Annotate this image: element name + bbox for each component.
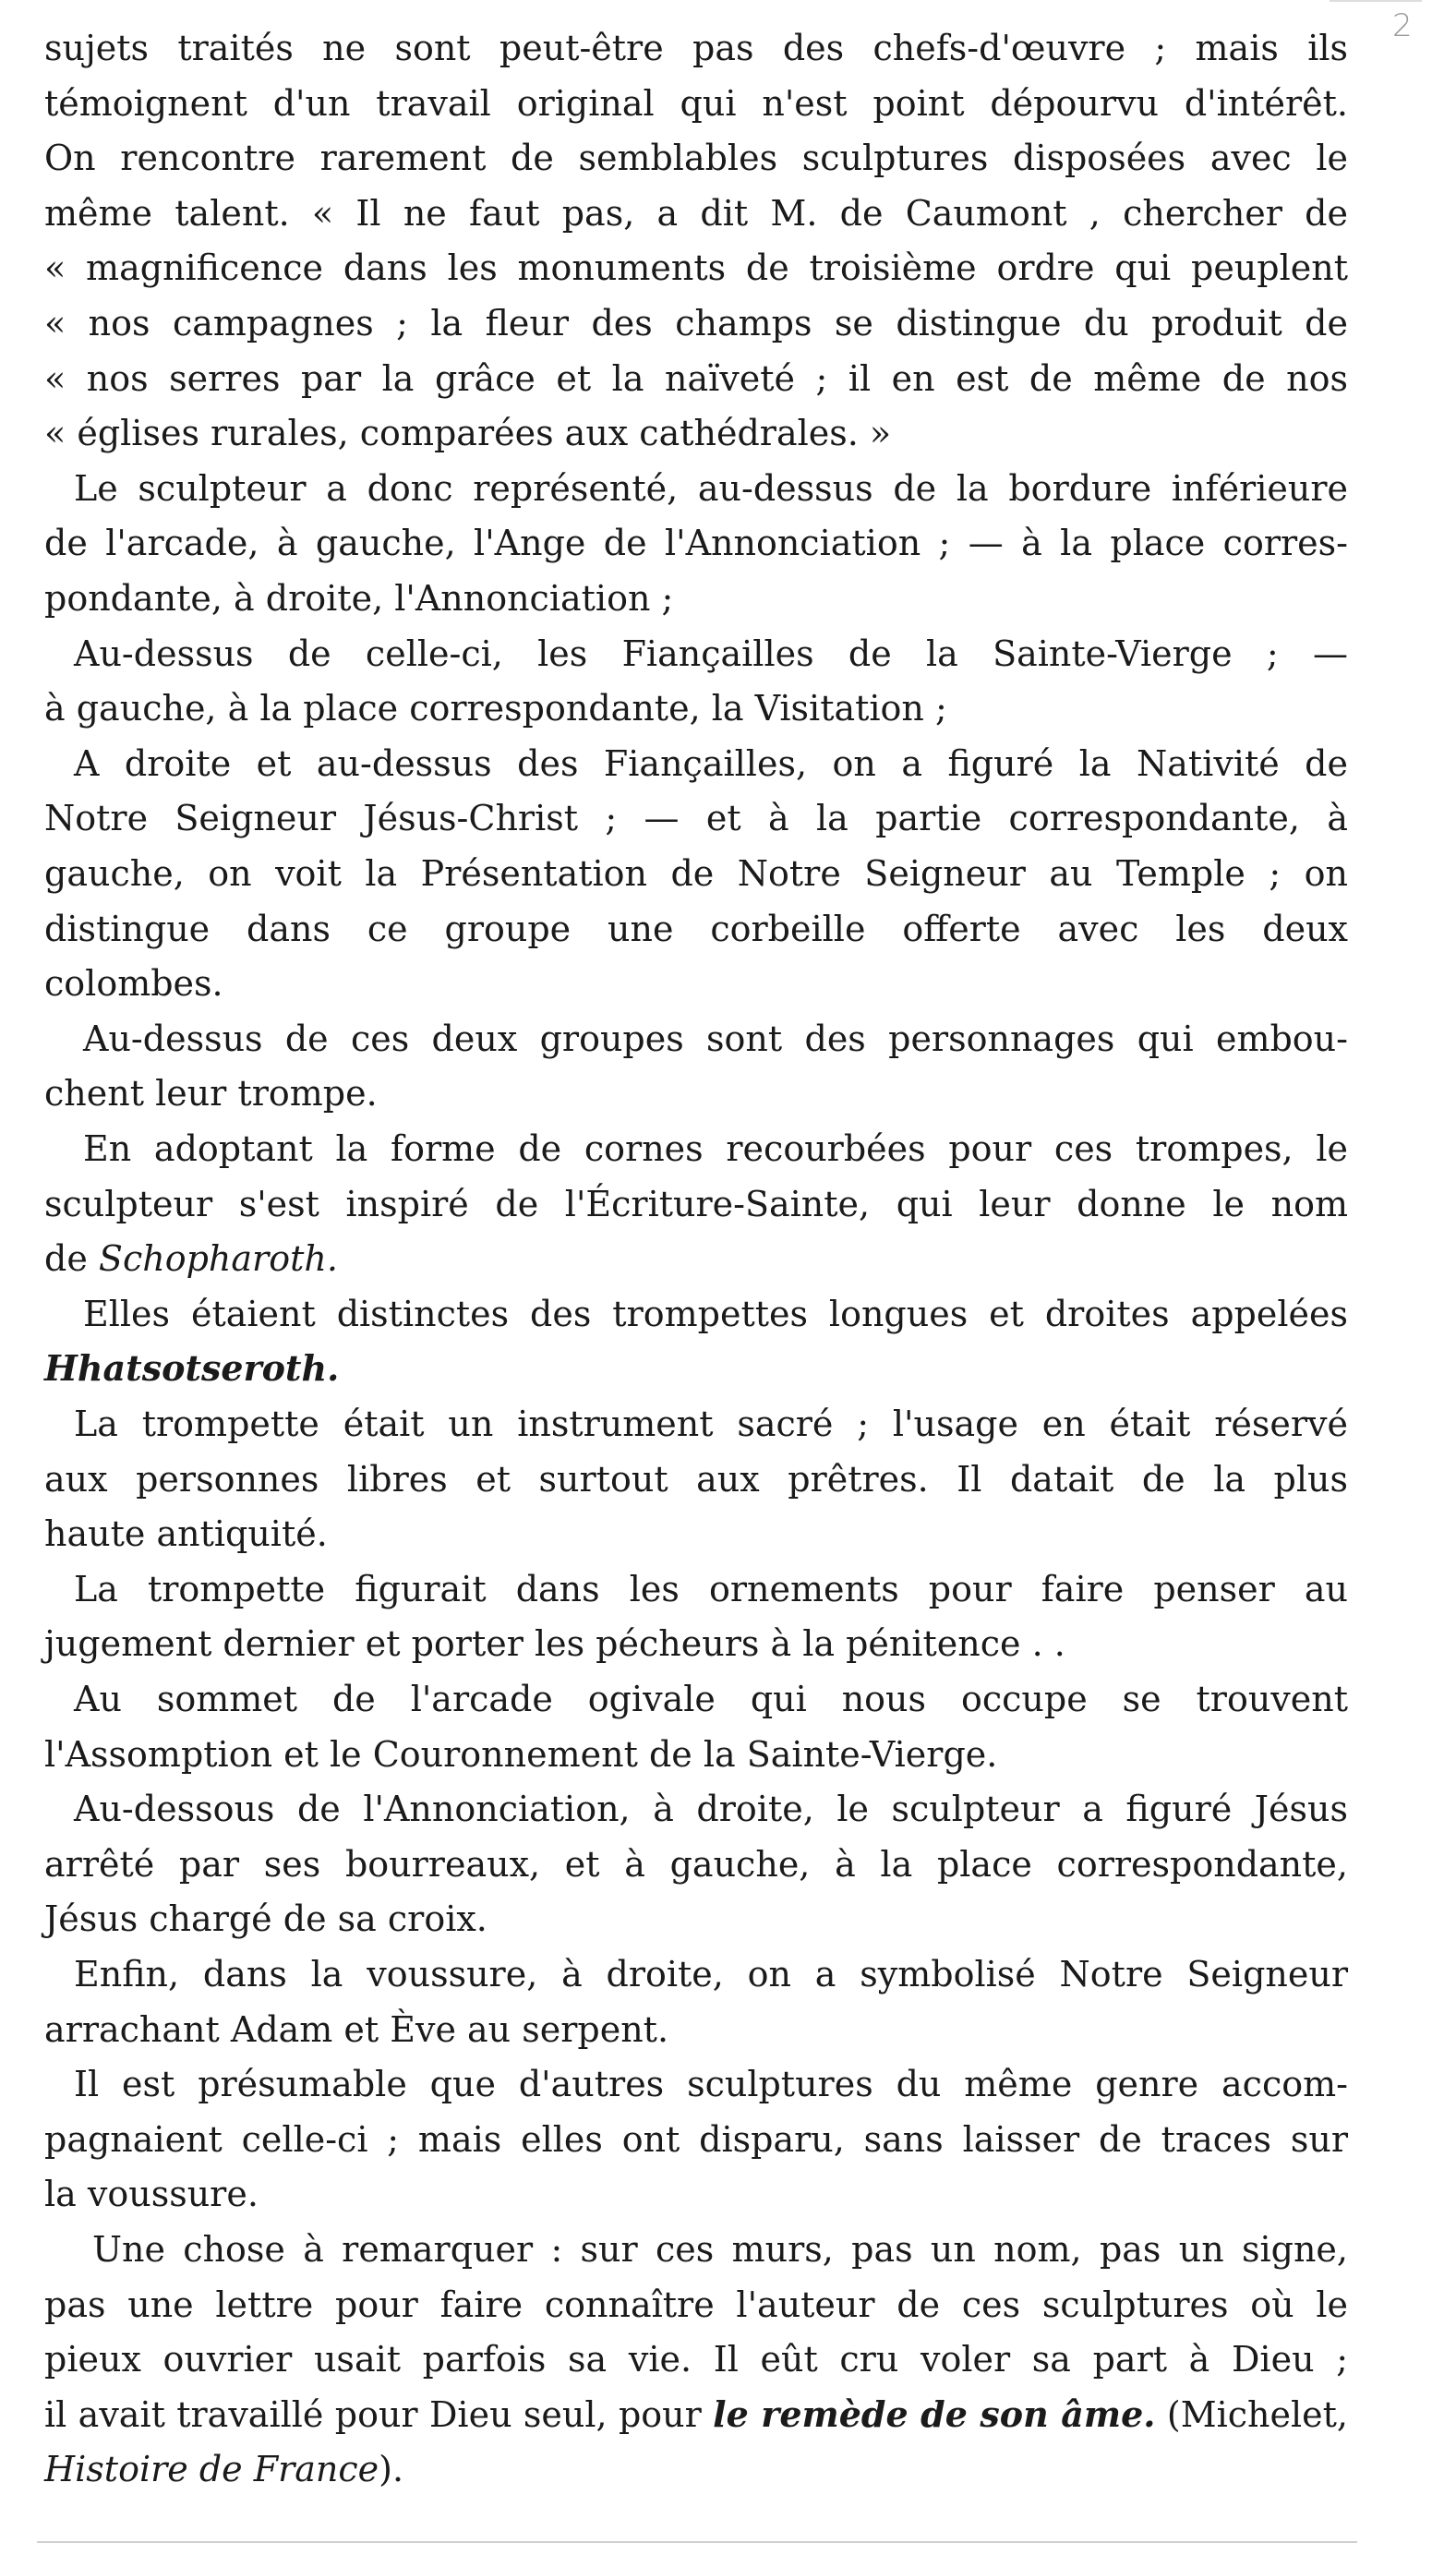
text-line [83, 1294, 1348, 1336]
text-line [83, 1018, 1348, 1061]
text-segment: Une chose à remarquer : sur ces murs, pas un nom, pas un signe, [92, 2229, 1348, 2270]
text-line [44, 1844, 1348, 1886]
text-line [44, 2009, 746, 2052]
text-segment: Au-dessus de ces deux groupes sont des personnages qui embou- [83, 1018, 1348, 1059]
text-line [44, 1898, 524, 1941]
scan-edge-mark [1330, 0, 1422, 2]
text-line [44, 2339, 1348, 2381]
text-line [74, 633, 1348, 676]
text-segment: sculpteur s'est inspiré de l'Écriture-Sainte, qui leur donne le nom [44, 1184, 1348, 1224]
text-segment: pieux ouvrier usait parfois sa vie. Il eût cru voler sa part à Dieu ; [44, 2339, 1348, 2380]
text-segment: Elles étaient distinctes des trompettes longues et droites appelées [83, 1294, 1348, 1334]
text-segment: pas une lettre pour faire connaître l'auteur de ces sculptures où le [44, 2284, 1348, 2325]
text-line [44, 798, 1348, 840]
text-line [44, 1347, 340, 1391]
text-line [44, 1238, 349, 1281]
text-line [44, 28, 1348, 70]
text-segment: la voussure. [44, 2174, 259, 2214]
text-line [44, 83, 1348, 126]
italic-text: Schopharoth. [98, 1238, 338, 1279]
text-line [74, 468, 1348, 511]
text-segment: témoignent d'un travail original qui n'est point dépourvu d'intérêt. [44, 83, 1348, 124]
text-segment: « nos campagnes ; la fleur des champs se distingue du produit de [44, 303, 1348, 343]
text-line [74, 1404, 1348, 1446]
text-segment: colombes. [44, 963, 223, 1004]
text-segment: Notre Seigneur Jésus-Christ ; — et à la partie correspondante, à [44, 798, 1348, 838]
text-line [44, 193, 1348, 235]
text-segment: Au-dessus de celle-ci, les Fiançailles de la Sainte-Vierge ; — [74, 633, 1348, 674]
text-segment: pondante, à droite, l'Annonciation ; [44, 578, 674, 619]
text-segment: même talent. « Il ne faut pas, a dit M. de Caumont , chercher de [44, 193, 1348, 234]
text-segment: il avait travaillé pour Dieu seul, pour [44, 2394, 714, 2435]
text-line [44, 413, 958, 455]
text-line [83, 1128, 1348, 1171]
text-segment: On rencontre rarement de semblables sculptures disposées avec le [44, 138, 1348, 178]
text-segment: jugement dernier et porter les pécheurs à la pénitence . . [44, 1623, 1065, 1664]
text-line [44, 853, 1348, 896]
text-segment: « églises rurales, comparées aux cathédrales. » [44, 413, 892, 453]
text-line [44, 909, 1348, 951]
text-line [44, 2119, 1348, 2162]
text-segment: arrachant Adam et Ève au serpent. [44, 2009, 669, 2050]
text-line [44, 1513, 349, 1556]
text-segment: Enfin, dans la voussure, à droite, on a symbolisé Notre Seigneur [74, 1954, 1348, 1995]
text-line [44, 688, 1023, 730]
text-segment: Il est présumable que d'autres sculptures du même genre accom- [74, 2064, 1348, 2104]
text-line [44, 1623, 1171, 1666]
text-line [44, 2284, 1348, 2327]
text-segment: pagnaient celle-ci ; mais elles ont disparu, sans laisser de traces sur [44, 2119, 1348, 2160]
text-segment: ). [379, 2449, 404, 2489]
text-segment: « nos serres par la grâce et la naïveté ; il en est de même de nos [44, 358, 1348, 399]
text-segment: La trompette figurait dans les ornements pour faire penser au [74, 1569, 1348, 1609]
text-segment: distingue dans ce groupe une corbeille offerte avec les deux [44, 909, 1348, 949]
text-segment: A droite et au-dessus des Fiançailles, on a figuré la Nativité de [74, 743, 1348, 784]
text-line [44, 1184, 1348, 1226]
text-line [44, 1073, 423, 1115]
text-line [44, 358, 1348, 401]
text-line [44, 523, 1348, 565]
text-segment: de [44, 1238, 99, 1279]
text-line [44, 963, 266, 1006]
text-line [44, 1734, 998, 1777]
text-segment: arrêté par ses bourreaux, et à gauche, à la place correspondante, [44, 1844, 1348, 1885]
text-segment: La trompette était un instrument sacré ; l'usage en était réservé [74, 1404, 1348, 1444]
page-number: 2 [1392, 7, 1413, 44]
text-line [92, 2229, 1348, 2272]
text-line [44, 303, 1348, 345]
italic-text: Hhatsotseroth. [44, 1347, 340, 1389]
text-segment: à gauche, à la place correspondante, la Visitation ; [44, 688, 947, 729]
text-segment: gauche, on voit la Présentation de Notre Seigneur au Temple ; on [44, 853, 1348, 894]
text-line [74, 1954, 1348, 1996]
text-line [74, 1789, 1348, 1831]
text-line [44, 247, 1348, 290]
text-line [44, 1459, 1348, 1501]
text-line [74, 2064, 1348, 2106]
text-segment: « magnificence dans les monuments de troisième ordre qui peuplent [44, 247, 1348, 288]
text-line [74, 1569, 1348, 1611]
text-line [44, 138, 1348, 180]
text-segment: Jésus chargé de sa croix. [44, 1898, 487, 1939]
text-segment: chent leur trompe. [44, 1073, 378, 1114]
text-segment: En adoptant la forme de cornes recourbées pour ces trompes, le [83, 1128, 1348, 1169]
text-line [44, 578, 728, 621]
text-line [74, 743, 1348, 786]
italic-text: le remède de son âme. [713, 2393, 1156, 2435]
text-line [74, 1679, 1348, 1721]
text-segment: Au-dessous de l'Annonciation, à droite, le sculpteur a figuré Jésus [74, 1789, 1348, 1829]
italic-text: Histoire de France [44, 2449, 379, 2489]
text-line [44, 2394, 1348, 2437]
text-line [44, 2449, 414, 2491]
text-segment: Au sommet de l'arcade ogivale qui nous occupe se trouvent [74, 1679, 1348, 1719]
bottom-rule [37, 2541, 1357, 2543]
text-line [44, 2174, 284, 2216]
text-segment: l'Assomption et le Couronnement de la Sainte-Vierge. [44, 1734, 998, 1775]
text-segment: haute antiquité. [44, 1513, 328, 1554]
text-segment: aux personnes libres et surtout aux prêtres. Il datait de la plus [44, 1459, 1348, 1500]
text-segment: de l'arcade, à gauche, l'Ange de l'Annonciation ; — à la place corres- [44, 523, 1348, 563]
text-segment: sujets traités ne sont peut-être pas des chefs-d'œuvre ; mais ils [44, 28, 1348, 68]
text-segment: (Michelet, [1155, 2394, 1349, 2435]
text-segment: Le sculpteur a donc représenté, au-dessus de la bordure inférieure [74, 468, 1348, 509]
